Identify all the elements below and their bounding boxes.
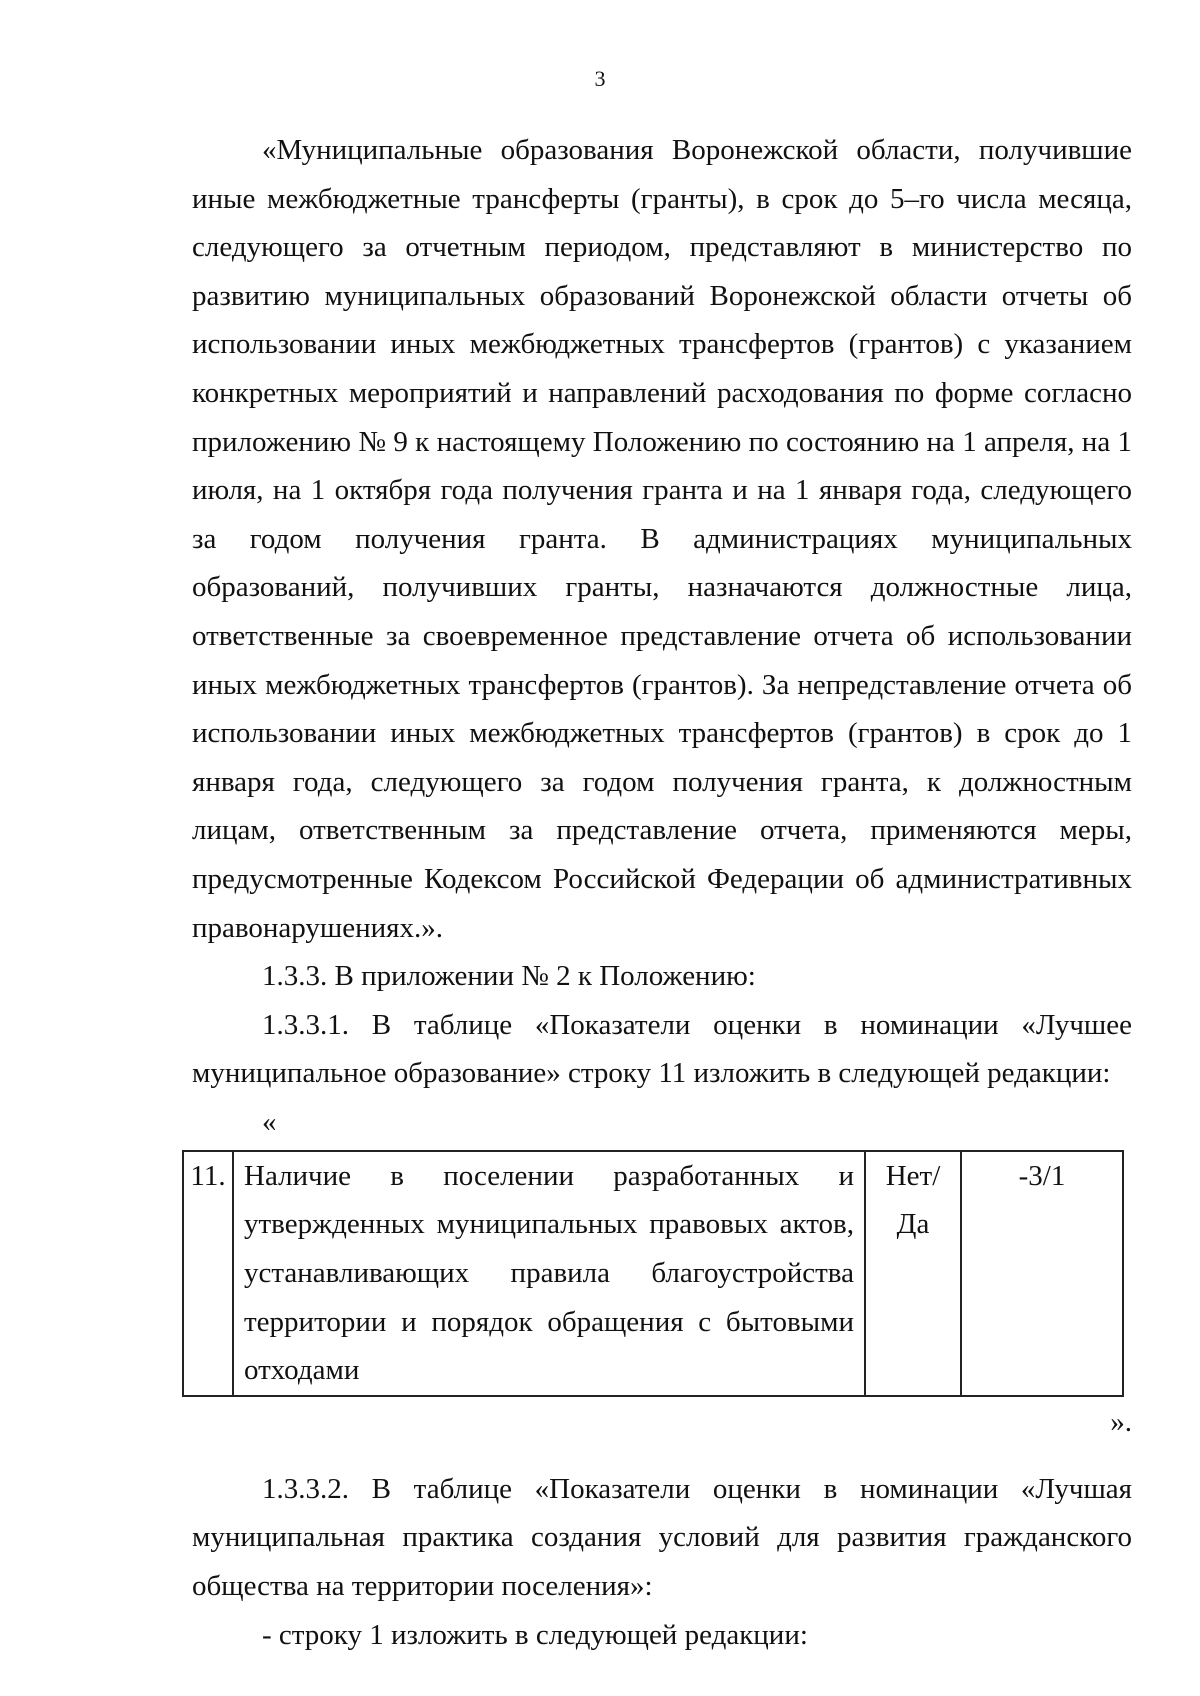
paragraph-1-3-3-1: 1.3.3.1. В таблице «Показатели оценки в номинации «Лучшее муниципальное образование» строку 11 изложить в следующей редакции:: [192, 1008, 1132, 1090]
row-description-cell: Наличие в поселении разработанных и утвержденных муниципальных правовых актов, устанавливающих правила благоустройства территории и порядок обращения с бытовыми отходами: [233, 1151, 865, 1396]
amendments-section: [192, 1465, 1132, 1659]
paragraph-row-1: - строку 1 изложить в следующей редакции:: [262, 1618, 808, 1651]
paragraph-1-3-3-2: 1.3.3.2. В таблице «Показатели оценки в номинации «Лучшая муниципальная практика создания условий для развития гражданского общества на территории поселения»:: [192, 1472, 1132, 1603]
row-score-cell: -3/1: [961, 1151, 1123, 1396]
row-answer-cell: Нет/Да: [865, 1151, 961, 1396]
indicator-table: [182, 1150, 1124, 1397]
paragraph-appendix-2: 1.3.3. В приложении № 2 к Положению:: [262, 960, 756, 993]
opening-quote: «: [262, 1105, 277, 1138]
page-number: 3: [594, 66, 606, 91]
row-number-cell: 11.: [183, 1151, 233, 1396]
closing-quote: ».: [1110, 1405, 1132, 1438]
document-body: [192, 126, 1132, 1659]
table-row: [183, 1151, 1123, 1396]
paragraph-report-requirements: «Муниципальные образования Воронежской области, получившие иные межбюджетные трансферты (гранты), в срок до 5–го числа месяца, следующего за отчетным периодом, представляют в министерство по развитию муниципальных образований Воронежской области отчеты об использовании иных межбюджетных трансфертов (грантов) с указанием конкретных мероприятий и направлений расходования по форме согласно приложению № 9 к настоящему Положению по состоянию на 1 апреля, на 1 июля, на 1 октября года получения гранта и на 1 января года, следующего за годом получения гранта. В администрациях муниципальных образований, получивших гранты, назначаются должностные лица, ответственные за своевременное представление отчета об использовании иных межбюджетных трансфертов (грантов). За непредставление отчета об использовании иных межбюджетных трансфертов (грантов) в срок до 1 января года, следующего за годом получения гранта, к должностным лицам, ответственным за представление отчета, применяются меры, предусмотренные Кодексом Российской Федерации об административных правонарушениях.».: [192, 134, 1132, 944]
